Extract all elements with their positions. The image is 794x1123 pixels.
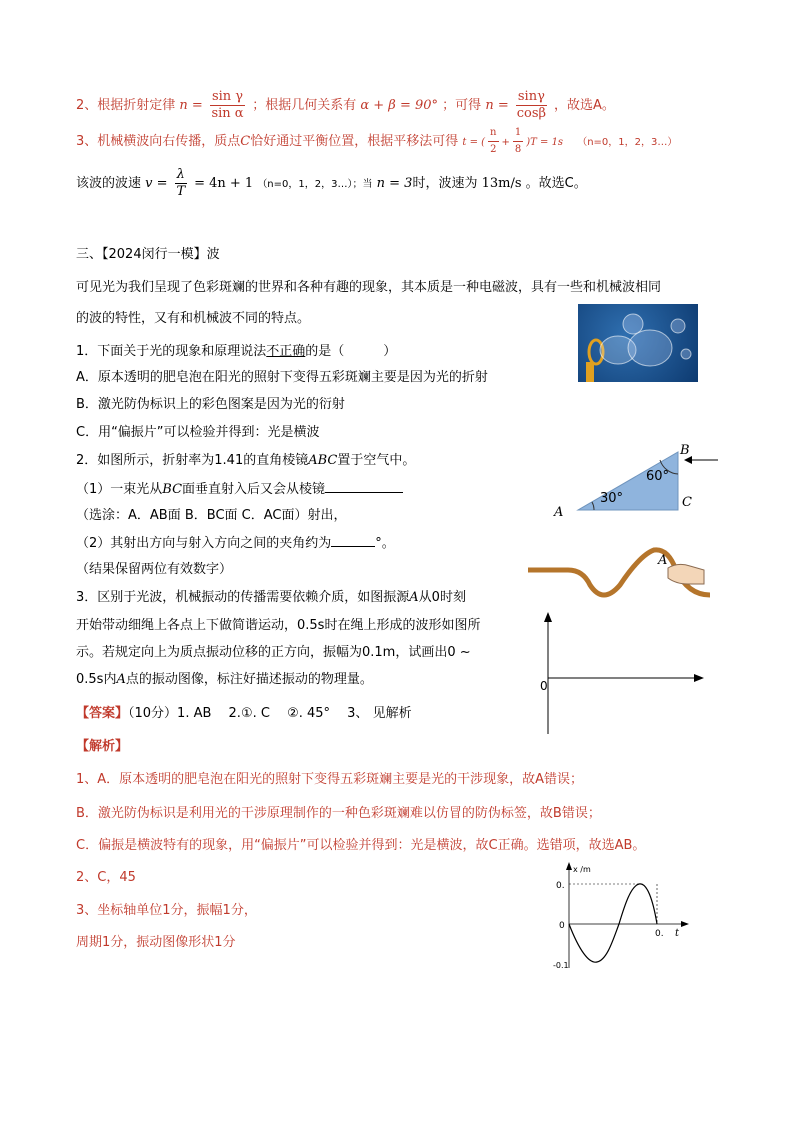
text: 面垂直射入后又会从棱镜 xyxy=(182,482,326,497)
analysis-q2-line xyxy=(76,86,615,126)
q2-part1 xyxy=(76,481,403,499)
text: ；根据几何关系有 xyxy=(252,98,357,113)
q2-stem xyxy=(76,452,415,470)
analysis-q3-line1 xyxy=(76,125,677,160)
formula-text: n = xyxy=(179,98,203,113)
text: （n=0，1，2，3…） xyxy=(577,137,678,148)
angle-label: 30° xyxy=(600,491,624,506)
vertex-label: A xyxy=(554,505,564,520)
text: 的是（ ） xyxy=(305,344,397,359)
text: 2、根据折射定律 xyxy=(76,98,176,113)
arrow-icon xyxy=(566,862,572,870)
text: 2．如图所示，折射率为1.41的直角棱镜 xyxy=(76,453,309,468)
denominator: T xyxy=(176,184,186,199)
q3-line-2: 开始带动细绳上各点上下做简谐运动，0.5s时在绳上形成的波形如图所 xyxy=(76,618,481,633)
numerator: sin γ xyxy=(211,89,244,104)
denominator: 8 xyxy=(514,144,522,155)
text: ABC xyxy=(308,453,338,468)
q1-stem xyxy=(76,343,396,361)
origin-label: 0 xyxy=(559,921,565,931)
answer-blank[interactable] xyxy=(331,546,375,547)
answer-text: （10分）1. AB 2.①. C ②. 45° 3、 见解析 xyxy=(128,706,412,721)
text: BC xyxy=(162,482,183,497)
analysis-tag xyxy=(76,738,128,756)
numerator: sinγ xyxy=(517,89,545,104)
fraction xyxy=(488,125,498,158)
arrow-icon xyxy=(681,921,689,927)
formula-text: t = ( xyxy=(462,137,486,148)
text: 3、机械横波向右传播，质点 xyxy=(76,134,241,149)
q2-part1-options: （选涂：A．AB面 B．BC面 C．AC面）射出， xyxy=(76,508,347,523)
text: C xyxy=(240,134,251,149)
point-label: A xyxy=(658,553,668,568)
text: 1．下面关于光的现象和原理说法 xyxy=(76,344,267,359)
origin-label: 0 xyxy=(540,679,548,693)
formula-text: = 4n + 1 xyxy=(194,176,254,191)
text: 。故选C。 xyxy=(525,176,587,191)
tick-label: 0. xyxy=(655,929,664,939)
vertex-label: B xyxy=(680,443,690,458)
q2-part2 xyxy=(76,535,395,553)
text: A xyxy=(409,590,419,605)
text: 【解析】 xyxy=(76,739,129,754)
emphasis-text: 不正确 xyxy=(266,344,306,359)
intro-line-2: 的波的特性，又有和机械波不同的特点。 xyxy=(76,311,311,326)
angle-label: 60° xyxy=(646,469,670,484)
fraction xyxy=(175,167,187,200)
vertex-label: C xyxy=(682,495,692,510)
text: 3．区别于光波，机械振动的传播需要依赖介质，如图振源 xyxy=(76,590,410,605)
arrow-icon xyxy=(544,612,552,622)
q1-option-b: B．激光防伪标识上的彩色图案是因为光的衍射 xyxy=(76,397,345,412)
denominator: sin α xyxy=(211,106,244,121)
hand-icon xyxy=(668,564,704,584)
q3-line-4 xyxy=(76,671,373,689)
bubble-icon xyxy=(578,304,698,382)
text: 恰好通过平衡位置，根据平移法可得 xyxy=(250,134,459,149)
vibration-curve xyxy=(569,884,657,962)
analysis-5: 3、坐标轴单位1分，振幅1分， xyxy=(76,903,257,918)
section-title: 三、【2024闵行一模】波 xyxy=(76,247,220,262)
tick-label: -0.1 xyxy=(553,961,569,970)
vibration-graph xyxy=(553,860,693,972)
intro-line-1: 可见光为我们呈现了色彩斑斓的世界和各种有趣的现象，其本质是一种电磁波，具有一些和机械波相同 xyxy=(76,280,662,295)
text: ；可得 xyxy=(442,98,482,113)
text: °。 xyxy=(375,536,395,551)
text: 点的振动图像，标注好描述振动的物理量。 xyxy=(125,672,373,687)
text: 时，波速为 xyxy=(412,176,478,191)
numerator: λ xyxy=(176,167,185,182)
analysis-6: 周期1分，振动图像形状1分 xyxy=(76,935,236,950)
text: 该波的波速 xyxy=(76,176,142,191)
formula-text: α + β = 90° xyxy=(360,98,439,113)
prism-diagram xyxy=(548,440,728,520)
text: （1）一束光从 xyxy=(76,482,163,497)
q3-line-1 xyxy=(76,589,466,607)
formula-text: v = xyxy=(145,176,168,191)
q1-option-c: C．用“偏振片”可以检验并得到：光是横波 xyxy=(76,425,320,440)
soap-bubble-image xyxy=(578,304,698,382)
formula-text: n = xyxy=(485,98,509,113)
answer-blank[interactable] xyxy=(325,492,403,493)
denominator: 2 xyxy=(490,144,497,155)
fraction xyxy=(210,89,245,122)
q3-line-3: 示。若规定向上为质点振动位移的正方向，振幅为0.1m，试画出0 ~ xyxy=(76,645,471,660)
analysis-4: 2、C，45 xyxy=(76,870,136,885)
blank-axes xyxy=(536,610,708,734)
q2-note: （结果保留两位有效数字） xyxy=(76,562,233,577)
text: 置于空气中。 xyxy=(337,453,416,468)
text: ，故选A。 xyxy=(554,98,615,113)
analysis-q3-line2 xyxy=(76,166,587,203)
formula-text: )T = 1s xyxy=(526,137,564,148)
text: 从0时刻 xyxy=(418,590,466,605)
numerator: 1 xyxy=(513,125,523,142)
text: 0.5s内 xyxy=(76,672,117,687)
text: （2）其射出方向与射入方向之间的夹角约为 xyxy=(76,536,332,551)
answer-line xyxy=(76,705,412,723)
text: （n=0，1，2，3…）；当 xyxy=(257,179,373,190)
numerator: n xyxy=(488,125,498,142)
analysis-2: B．激光防伪标识是利用光的干涉原理制作的一种色彩斑斓难以仿冒的防伪标签，故B错误； xyxy=(76,806,601,821)
formula-text: n = 3 xyxy=(376,176,413,191)
analysis-1: 1、A．原本透明的肥皂泡在阳光的照射下变得五彩斑斓主要是光的干涉现象，故A错误； xyxy=(76,772,584,787)
denominator: cosβ xyxy=(516,106,547,121)
q1-option-a: A．原本透明的肥皂泡在阳光的照射下变得五彩斑斓主要是因为光的折射 xyxy=(76,370,488,385)
rope-wave-diagram xyxy=(528,540,714,608)
formula-text: 13m/s xyxy=(481,176,522,191)
x-axis-label: t xyxy=(675,928,680,939)
fraction xyxy=(513,125,523,158)
analysis-3: C．偏振是横波特有的现象，用“偏振片”可以检验并得到：光是横波，故C正确。选错项，故选AB。 xyxy=(76,838,646,853)
fraction xyxy=(516,89,547,122)
y-axis-label: x /m xyxy=(573,865,591,874)
tick-label: 0. xyxy=(556,881,565,891)
text: + xyxy=(501,137,510,148)
answer-tag: 【答案】 xyxy=(76,706,129,721)
text: A xyxy=(116,672,126,687)
arrow-icon xyxy=(694,674,704,682)
